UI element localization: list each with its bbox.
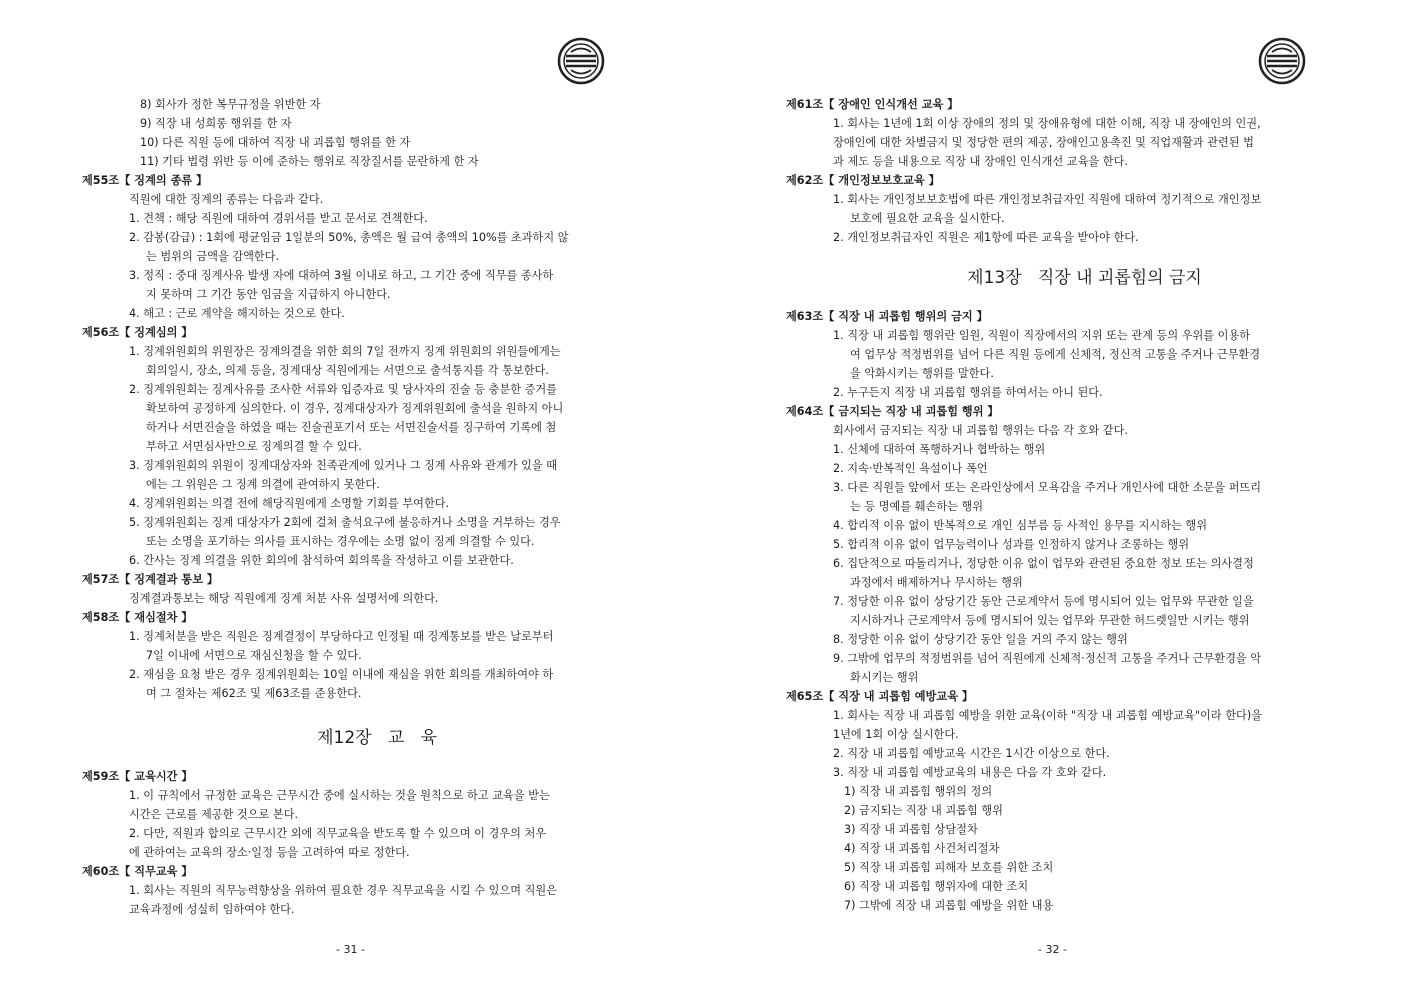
article-text: 1. 회사는 직장 내 괴롭힘 예방을 위한 교육(이하 "직장 내 괴롭힘 예방교육"이라 한다)을 xyxy=(833,709,1263,722)
article-text: 부하고 서면심사만으로 징계의결 할 수 있다. xyxy=(146,440,362,453)
article-text: 과정에서 배제하거나 무시하는 행위 xyxy=(850,576,1023,589)
article-text: 1. 신체에 대하여 폭행하거나 협박하는 행위 xyxy=(833,443,1046,456)
article-text: 4. 징계위원회는 의결 전에 해당직원에게 소명할 기회를 부여한다. xyxy=(129,497,450,510)
article-text: 2. 다만, 직원과 합의로 근무시간 외에 직무교육을 받도록 할 수 있으며 이 경우의 처우 xyxy=(129,827,547,840)
article-title-65: 제65조【 직장 내 괴롭힘 예방교육 】 xyxy=(786,690,974,703)
article-text: 장애인에 대한 차별금지 및 정당한 편의 제공, 장애인고용촉진 및 직업재활과 관련된 법 xyxy=(833,136,1254,149)
article-text: 2. 감봉(감급) : 1회에 평균임금 1일분의 50%, 총액은 월 급여 총액의 10%를 초과하지 않 xyxy=(129,231,569,244)
article-text: 확보하여 공정하게 심의한다. 이 경우, 징계대상자가 징계위원회에 출석을 원하지 아니 xyxy=(146,402,564,415)
list-item: 7) 그밖에 직장 내 괴롭힘 예방을 위한 내용 xyxy=(844,899,1054,912)
article-text: 1. 징계위원회의 위원장은 징계의결을 위한 회의 7일 전까지 징계 위원회의 위원들에게는 xyxy=(129,345,561,358)
article-text: 과 제도 등을 내용으로 직장 내 장애인 인식개선 교육을 한다. xyxy=(833,155,1128,168)
article-text: 7. 정당한 이유 없이 상당기간 동안 근로계약서 등에 명시되어 있는 업무와 무관한 일을 xyxy=(833,595,1254,608)
article-text: 4. 해고 : 근로 계약을 해지하는 것으로 한다. xyxy=(129,307,345,320)
article-title-57: 제57조【 징계결과 통보 】 xyxy=(82,573,219,586)
article-title-64: 제64조【 금지되는 직장 내 괴롭힘 행위 】 xyxy=(786,405,999,418)
article-text: 에 관하여는 교육의 장소·일정 등을 고려하여 따로 정한다. xyxy=(129,846,410,859)
page-31 xyxy=(0,0,701,992)
article-text: 1. 견책 : 해당 직원에 대하여 경위서를 받고 문서로 견책한다. xyxy=(129,212,428,225)
article-text: 8. 정당한 이유 없이 상당기간 동안 일을 거의 주지 않는 행위 xyxy=(833,633,1128,646)
article-title-55: 제55조【 징계의 종류 】 xyxy=(82,174,208,187)
list-item: 3) 직장 내 괴롭힘 상담절차 xyxy=(844,823,978,836)
list-item: 2) 금지되는 직장 내 괴롭힘 행위 xyxy=(844,804,1003,817)
article-text: 직원에 대한 징계의 종류는 다음과 같다. xyxy=(129,193,324,206)
article-title-59: 제59조【 교육시간 】 xyxy=(82,770,193,783)
article-text: 7일 이내에 서면으로 재심신청을 할 수 있다. xyxy=(146,649,362,662)
list-item: 10) 다른 직원 등에 대하여 직장 내 괴롭힘 행위를 한 자 xyxy=(140,136,411,149)
article-text: 1. 회사는 직원의 직무능력향상을 위하여 필요한 경우 직무교육을 시킬 수 있으며 직원은 xyxy=(129,884,558,897)
article-text: 2. 개인정보취급자인 직원은 제1항에 따른 교육을 받아야 한다. xyxy=(833,231,1139,244)
list-item: 1) 직장 내 괴롭힘 행위의 정의 xyxy=(844,785,993,798)
article-title-61: 제61조【 장애인 인식개선 교육 】 xyxy=(786,98,959,111)
article-text: 여 업무상 적정범위를 넘어 다른 직원 등에게 신체적, 정신적 고통을 주거나 근무환경 xyxy=(850,348,1261,361)
list-item: 6) 직장 내 괴롭힘 행위자에 대한 조치 xyxy=(844,880,1029,893)
article-title-56: 제56조【 징계심의 】 xyxy=(82,326,193,339)
article-title-63: 제63조【 직장 내 괴롭힘 행위의 금지 】 xyxy=(786,310,988,323)
article-text: 5. 징계위원회는 징계 대상자가 2회에 걸쳐 출석요구에 불응하거나 소명을 거부하는 경우 xyxy=(129,516,561,529)
article-text: 2. 재심을 요청 받은 경우 징계위원회는 10일 이내에 재심을 위한 회의를 개최하여야 하 xyxy=(129,668,554,681)
article-text: 3. 정직 : 중대 징계사유 발생 자에 대하여 3월 이내로 하고, 그 기간 중에 직무를 종사하 xyxy=(129,269,554,282)
article-title-60: 제60조【 직무교육 】 xyxy=(82,865,193,878)
list-item: 9) 직장 내 성희롱 행위를 한 자 xyxy=(140,117,292,130)
article-text: 2. 누구든지 직장 내 괴롭힘 행위를 하여서는 아니 된다. xyxy=(833,386,1103,399)
article-title-58: 제58조【 재심절차 】 xyxy=(82,611,193,624)
article-text: 는 범위의 금액을 감액한다. xyxy=(146,250,280,263)
company-logo-icon xyxy=(557,37,605,85)
page-number: - 31 - xyxy=(336,943,365,956)
company-logo-icon xyxy=(1258,37,1306,85)
chapter-13-title: 제13장 직장 내 괴롭힘의 금지 xyxy=(967,268,1202,288)
article-text: 1. 회사는 1년에 1회 이상 장애의 정의 및 장애유형에 대한 이해, 직장 내 장애인의 인권, xyxy=(833,117,1261,130)
chapter-12-title: 제12장 교 육 xyxy=(317,728,437,748)
article-text: 6. 집단적으로 따돌리거나, 정당한 이유 없이 업무와 관련된 중요한 정보 또는 의사결정 xyxy=(833,557,1254,570)
article-text: 며 그 절차는 제62조 및 제63조를 준용한다. xyxy=(146,687,362,700)
article-text: 3. 다른 직원들 앞에서 또는 온라인상에서 모욕감을 주거나 개인사에 대한 소문을 퍼뜨리 xyxy=(833,481,1262,494)
list-item: 11) 기타 법령 위반 등 이에 준하는 행위로 직장질서를 문란하게 한 자 xyxy=(140,155,479,168)
article-text: 지 못하며 그 기간 동안 임금을 지급하지 아니한다. xyxy=(146,288,391,301)
article-text: 9. 그밖에 업무의 적정범위를 넘어 직원에게 신체적·정신적 고통을 주거나 근무환경을 악 xyxy=(833,652,1262,665)
page-32 xyxy=(702,0,1403,992)
article-text: 보호에 필요한 교육을 실시한다. xyxy=(850,212,1005,225)
article-text: 하거나 서면진술을 하였을 때는 진술권포기서 또는 서면진술서를 징구하여 기록에 첨 xyxy=(146,421,557,434)
article-text: 1. 징계처분을 받은 직원은 징계결정이 부당하다고 인정될 때 징계통보를 받은 날로부터 xyxy=(129,630,554,643)
article-text: 2. 지속·반복적인 욕설이나 폭언 xyxy=(833,462,988,475)
article-text: 회사에서 금지되는 직장 내 괴롭힘 행위는 다음 각 호와 같다. xyxy=(833,424,1128,437)
article-text: 회의일시, 장소, 의제 등을, 징계대상 직원에게는 서면으로 출석통지를 각 통보한다. xyxy=(146,364,549,377)
article-text: 에는 그 위원은 그 징계 의결에 관여하지 못한다. xyxy=(146,478,380,491)
article-text: 을 악화시키는 행위를 말한다. xyxy=(850,367,994,380)
article-text: 3. 징계위원회의 위원이 징계대상자와 친족관계에 있거나 그 징계 사유와 관계가 있을 때 xyxy=(129,459,558,472)
article-text: 1. 회사는 개인정보보호법에 따른 개인정보취급자인 직원에 대하여 정기적으로 개인정보 xyxy=(833,193,1262,206)
article-text: 는 등 명예를 훼손하는 행위 xyxy=(850,500,984,513)
page-number: - 32 - xyxy=(1038,943,1067,956)
list-item: 5) 직장 내 괴롭힘 피해자 보호를 위한 조치 xyxy=(844,861,1054,874)
article-text: 시간은 근로를 제공한 것으로 본다. xyxy=(129,808,299,821)
article-text: 4. 합리적 이유 없이 반복적으로 개인 심부름 등 사적인 용무를 지시하는 행위 xyxy=(833,519,1208,532)
article-text: 1년에 1회 이상 실시한다. xyxy=(833,728,959,741)
article-text: 2. 직장 내 괴롭힘 예방교육 시간은 1시간 이상으로 한다. xyxy=(833,747,1110,760)
article-text: 6. 간사는 징계 의결을 위한 회의에 참석하여 회의록을 작성하고 이를 보관한다. xyxy=(129,554,514,567)
article-text: 5. 합리적 이유 없이 업무능력이나 성과를 인정하지 않거나 조롱하는 행위 xyxy=(833,538,1190,551)
article-text: 교육과정에 성실히 임하여야 한다. xyxy=(129,903,295,916)
article-text: 2. 징계위원회는 징계사유를 조사한 서류와 입증자료 및 당사자의 진술 등 충분한 증거를 xyxy=(129,383,558,396)
article-title-62: 제62조【 개인정보보호교육 】 xyxy=(786,174,940,187)
article-text: 징계결과통보는 해당 직원에게 징계 처분 사유 설명서에 의한다. xyxy=(129,592,439,605)
article-text: 또는 소명을 포기하는 의사를 표시하는 경우에는 소명 없이 징계 의결할 수 있다. xyxy=(146,535,535,548)
right-column xyxy=(786,95,1323,915)
list-item: 8) 회사가 정한 복무규정을 위반한 자 xyxy=(140,98,321,111)
article-text: 1. 직장 내 괴롭힘 행위란 임원, 직원이 직장에서의 지위 또는 관계 등의 우위를 이용하 xyxy=(833,329,1251,342)
article-text: 화시키는 행위 xyxy=(850,671,919,684)
article-text: 1. 이 규칙에서 규정한 교육은 근무시간 중에 실시하는 것을 원칙으로 하고 교육을 받는 xyxy=(129,789,550,802)
list-item: 4) 직장 내 괴롭힘 사건처리절차 xyxy=(844,842,1000,855)
left-column xyxy=(82,95,622,919)
article-text: 지시하거나 근로계약서 등에 명시되어 있는 업무와 무관한 허드렛일만 시키는 행위 xyxy=(850,614,1250,627)
article-text: 3. 직장 내 괴롭힘 예방교육의 내용은 다음 각 호와 같다. xyxy=(833,766,1107,779)
